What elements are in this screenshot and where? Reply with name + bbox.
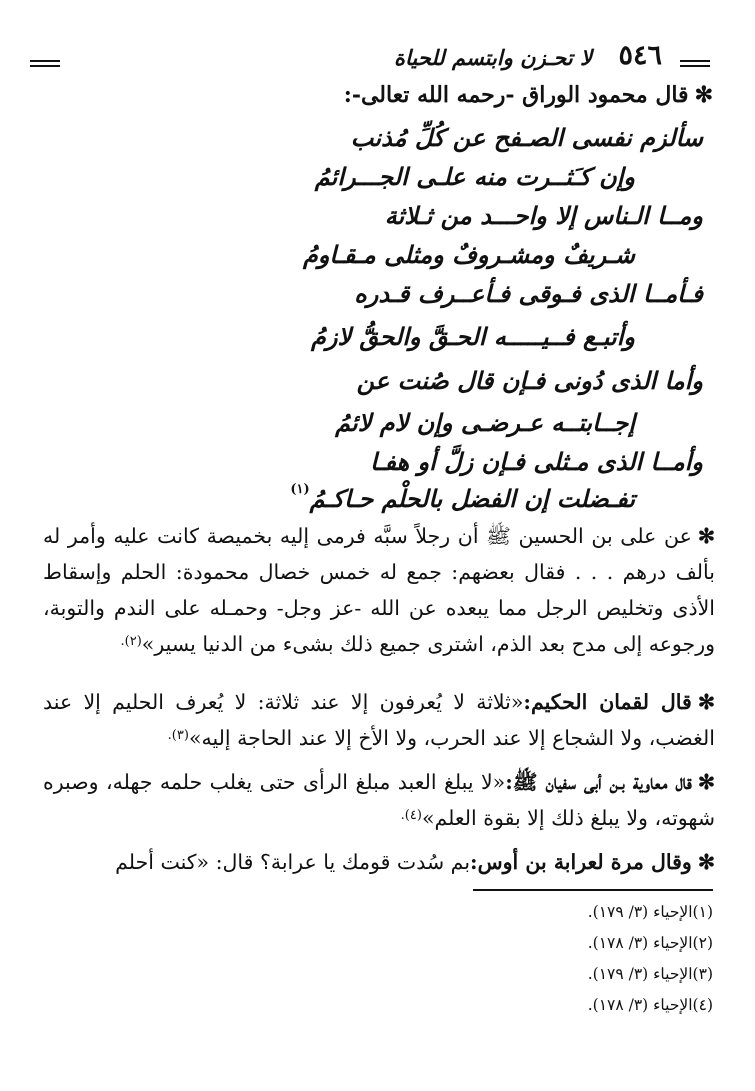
- paragraph: ✻وقال مرة لعرابة بن أوس:بم سُدت قومك يا عرابة؟ قال: «كنت أحلم: [115, 850, 715, 874]
- paragraph-lead: قال لقمان الحكيم:: [523, 690, 692, 714]
- footnote-marker: (٤).: [400, 808, 422, 823]
- footnote: (٢)الإحياء (٣/ ١٧٨).: [587, 934, 713, 952]
- paragraph-lead: قال معاوية بـن أبى سفيان ﷺ:: [505, 770, 692, 794]
- page-header: [30, 38, 710, 78]
- footnote: (١)الإحياء (٣/ ١٧٩).: [587, 903, 713, 921]
- verse-line: سألزم نفسى الصـفح عن كُلِّ مُذنب: [350, 123, 703, 152]
- poem-intro: ✻قال محمود الوراق -رحمه الله تعالى-:: [343, 82, 713, 108]
- paragraph: ✻عن على بن الحسين ﷺ أن رجلاً سبَّه فرمى إليه بخميصة كانت عليه وأمر له بألف درهم . . . فقال بعضهم: جمع له خمس خصال محمودة: الحلم وإسقاط الأذى وتخليص الرجل مما يبعده عن الله -عز وجل- وحمـله على الندم والتوبة، ورجوعه إلى مدح بعد الذم، اشترى جميع ذلك بشىء من الدنيا يسير»$^{(٢).}$: [43, 524, 715, 656]
- verse-line: فـأمــا الذى فـوقى فـأعــرف قـدره: [354, 279, 703, 308]
- footnote-marker: (٣).: [167, 728, 189, 743]
- footnote: (٣)الإحياء (٣/ ١٧٩).: [587, 965, 713, 983]
- footnote-marker: (١): [290, 482, 310, 497]
- bullet-star-icon: ✻: [697, 690, 715, 714]
- verse-line: ومــا الـناس إلا واحـــد من ثـلاثة: [384, 201, 703, 230]
- verse-line: وأمــا الذى مـثلى فـإن زلَّ أو هفـا: [370, 447, 703, 476]
- footnotes: [413, 897, 713, 1021]
- paragraph: ✻قال معاوية بـن أبى سفيان ﷺ:«لا يبلغ العبد مبلغ الرأى حتى يغلب حلمه جهله، وصبره شهوته، ولا يبلغ ذلك إلا بقوة العلم»$^{(٤).}$: [43, 770, 715, 830]
- running-title: لا تحـزن وابتسم للحياة: [394, 45, 592, 70]
- header-rule-left: [30, 60, 60, 62]
- bullet-star-icon: ✻: [697, 524, 715, 548]
- verse-line: إجــابتــه عـرضـى وإن لام لائمُ: [335, 408, 635, 437]
- bullet-star-icon: ✻: [694, 82, 713, 108]
- footnote-divider: [473, 889, 713, 891]
- paragraph-lead: وقال مرة لعرابة بن أوس:: [470, 850, 692, 874]
- bullet-star-icon: ✻: [697, 850, 715, 874]
- verse-line: وإن كـَثــرت منه علـى الجـــرائمُ: [314, 162, 635, 191]
- verse-line: وأتبـع فــيـــــه الحـقَّ والحقُّ لازمُ: [311, 322, 635, 351]
- footnote: (٤)الإحياء (٣/ ١٧٨).: [587, 996, 713, 1014]
- header-rule-right: [680, 60, 710, 62]
- verse-line: وأما الذى دُونى فـإن قال صُنت عن: [356, 366, 703, 395]
- verse-line: شـريفٌ ومشـروفٌ ومثلى مـقـاومُ: [302, 240, 635, 269]
- footnote-marker: (٢).: [120, 634, 142, 649]
- verse-line-last: تفـضلت إن الفضل بالحلْم حـاكـمُ$^{(١)}$: [290, 482, 635, 513]
- page-number: ٥٤٦: [618, 40, 662, 71]
- bullet-star-icon: ✻: [697, 770, 715, 794]
- paragraph: ✻قال لقمان الحكيم:«ثلاثة لا يُعرفون إلا عند ثلاثة: لا يُعرف الحليم إلا عند الغضب، ولا الشجاع إلا عند الحرب، ولا الأخ إلا عند الحاجة إليه»$^{(٣).}$: [43, 690, 715, 750]
